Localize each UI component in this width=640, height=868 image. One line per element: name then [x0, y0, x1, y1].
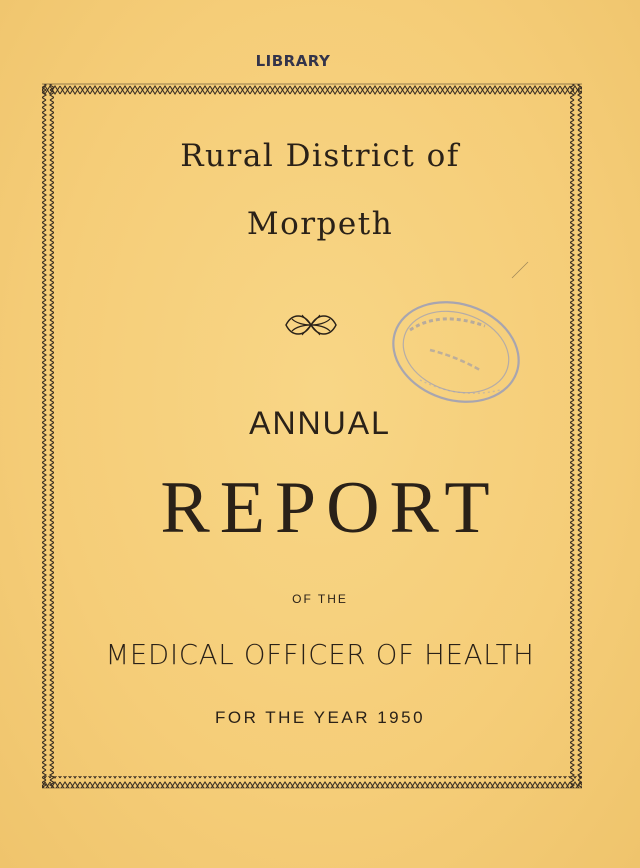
heading-report: REPORT [160, 467, 500, 549]
subheading-of-the: OF THE [292, 592, 348, 606]
title-line-1: Rural District of [180, 138, 460, 174]
report-year: FOR THE YEAR 1950 [214, 708, 426, 727]
heading-annual: ANNUAL [249, 405, 391, 441]
library-seal [380, 290, 530, 415]
library-stamp: LIBRARY [255, 52, 331, 70]
title-line-2: Morpeth [246, 206, 394, 242]
subheading-medical-officer: MEDICAL OFFICER OF HEALTH [105, 638, 535, 671]
pencil-mark [510, 260, 530, 280]
knot-ornament-icon [282, 311, 340, 339]
